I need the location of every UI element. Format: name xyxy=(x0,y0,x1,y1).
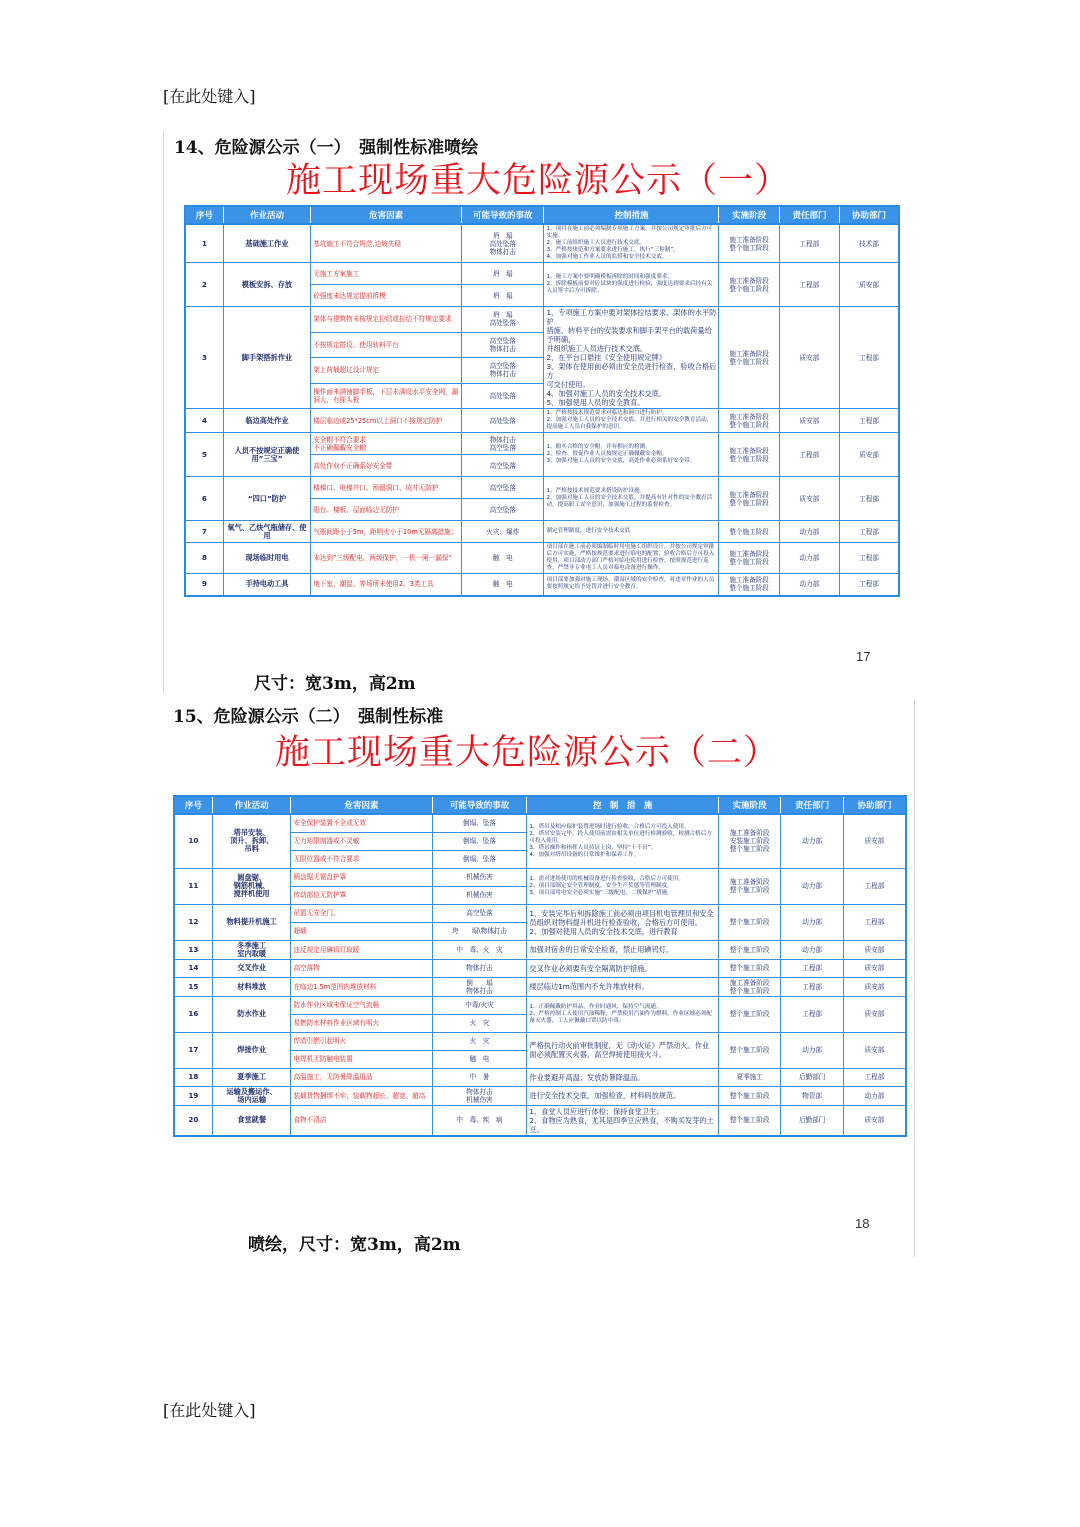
possible-accident: 触 电 xyxy=(432,1050,527,1068)
col-header: 控 制 措 施 xyxy=(527,796,719,814)
control-measures: 加强对宿舍的日常安全检查，禁止用碘钨灯。 xyxy=(527,940,719,959)
responsible-dept: 动力部 xyxy=(781,868,844,904)
implementation-stage: 施工准备阶段 整个施工阶段 xyxy=(719,477,779,521)
hazard-factor: 无施工方案施工 xyxy=(311,263,462,285)
col-header: 协助部门 xyxy=(840,206,899,224)
responsible-dept: 工程部 xyxy=(781,977,844,996)
row-number: 6 xyxy=(185,477,223,521)
responsible-dept: 动力部 xyxy=(779,521,839,543)
possible-accident: 物体打击 高空坠落 xyxy=(462,433,544,455)
col-header: 危害因素 xyxy=(311,206,462,224)
table-row xyxy=(174,940,906,959)
implementation-stage: 整个施工阶段 xyxy=(719,521,779,543)
work-activity: “四口”防护 xyxy=(223,477,310,521)
col-header: 序号 xyxy=(174,796,212,814)
table-row xyxy=(174,868,906,886)
hazard-factor: 砼强度未达规定提前拆模 xyxy=(311,285,462,307)
control-measures: 制定管理制度，进行安全技术交底 xyxy=(544,521,719,543)
control-measures: 1、正确佩戴防护用品，作业时通风，保持空气流通。 2、严格控制工人使用汽油稀释，严禁使用汽油作为燃料，作业区域必须配备灭火器，工人应佩戴口罩以防中毒。 xyxy=(527,996,719,1032)
possible-accident: 火 灾 xyxy=(432,1032,527,1050)
table-row xyxy=(185,307,899,333)
row-number: 20 xyxy=(174,1105,212,1136)
size-caption: 尺寸：宽3m，高2m xyxy=(254,674,416,694)
hazard-factor: 高温施工，无防暑降温用品 xyxy=(291,1068,432,1086)
responsible-dept: 质安部 xyxy=(779,409,839,433)
hazard-factor: 阳台、楼板、屋面临边无防护 xyxy=(311,499,462,521)
assisting-dept: 工程部 xyxy=(843,904,906,940)
hazard-factor: 架上荷载超过设计规定 xyxy=(311,358,462,384)
work-activity: 圆盘锯、 钢筋机械、 搅拌机使用 xyxy=(212,868,291,904)
hazard-table xyxy=(173,795,907,1137)
possible-accident: 倒塌、坠落 xyxy=(432,832,527,850)
col-header: 危害因素 xyxy=(291,796,432,814)
assisting-dept: 质安部 xyxy=(843,1032,906,1068)
section-heading: 14、危险源公示（一） 强制性标准喷绘 xyxy=(174,138,479,158)
control-measures: 作业要避开高温；发放防暑降温品。 xyxy=(527,1068,719,1086)
row-number: 3 xyxy=(185,307,223,409)
hazard-table xyxy=(184,205,900,597)
hazard-notice-panel-1 xyxy=(163,131,907,693)
size-caption: 喷绘，尺寸：宽3m，高2m xyxy=(248,1235,461,1255)
possible-accident: 坍 塌 xyxy=(462,285,544,307)
work-activity: 食堂就餐 xyxy=(212,1105,291,1136)
hazard-factor: 楼梯口、电梯井口、预留洞口、坑井无防护 xyxy=(311,477,462,499)
work-activity: 防水作业 xyxy=(212,996,291,1032)
control-measures: 1、施工方案中要明确模板拆除的时间和强度要求。 2、拆除模板前要对砼试块的强度进行检验，强度达到要求后经有关人员签字后方可拆除。 xyxy=(544,263,719,307)
work-activity: 物料提升机施工 xyxy=(212,904,291,940)
implementation-stage: 施工准备阶段 整个施工阶段 xyxy=(719,409,779,433)
table-body xyxy=(185,224,899,596)
work-activity: 基础施工作业 xyxy=(223,224,310,263)
page-number: 17 xyxy=(856,649,871,664)
responsible-dept: 动力部 xyxy=(781,814,844,868)
control-measures: 项目部在施工前必须编制临时用电施工组织设计，并按公司规定审批后方可实施，严格按规范要求进行临电的配置，验收合格后方可投入使用，项目部动力部门严格对临电使用进行检查，按照规范进行巡查，严禁非专业电工人员对临电设备进行操作。 xyxy=(544,543,719,574)
row-number: 14 xyxy=(174,959,212,977)
implementation-stage: 施工准备阶段 整个施工阶段 xyxy=(719,433,779,477)
possible-accident: 中毒/火灾 xyxy=(432,996,527,1014)
row-number: 17 xyxy=(174,1032,212,1068)
responsible-dept: 质安部 xyxy=(779,307,839,409)
control-measures: 1、塔吊及相应保护装置进场时进行验收，合格后方可投入使用。 2、塔吊安装完毕，投入使用前需由相关单位进行检测验收，检测合格后方可投入使用。 3、塔吊操作和指挥人员持证上岗，坚持“十不吊”。 4、加强对塔吊设备的日常维护和保养工作。 xyxy=(527,814,719,868)
implementation-stage: 施工准备阶段 整个施工阶段 xyxy=(719,224,779,263)
table-row xyxy=(185,477,899,499)
possible-accident: 坍 塌 高处坠落 物体打击 xyxy=(462,224,544,263)
possible-accident: 倒塌、坠落 xyxy=(432,814,527,832)
table-row xyxy=(174,1032,906,1050)
work-activity: 人员不按规定正确使用”三宝” xyxy=(223,433,310,477)
implementation-stage: 施工准备阶段 整个施工阶段 xyxy=(719,543,779,574)
work-activity: 脚手架搭拆作业 xyxy=(223,307,310,409)
implementation-stage: 施工准备阶段 安装施工阶段 整个施工阶段 xyxy=(718,814,781,868)
work-activity: 冬季施工 室内取暖 xyxy=(212,940,291,959)
control-measures: 1、严格按技术规范要求对临边和洞口进行防护。 2、加强对施工人员的安全技术交底，并进行相关的安全教育活动，提高施工人员自我保护的意识。 xyxy=(544,409,719,433)
hazard-factor: 楼层临边或25*25cm以上洞口不按规定防护 xyxy=(311,409,462,433)
hazard-factor: 安全帽不符合要求 不正确佩戴安全帽 xyxy=(311,433,462,455)
assisting-dept: 工程部 xyxy=(840,307,899,409)
possible-accident: 高处坠落 xyxy=(462,409,544,433)
hazard-factor: 易燃防水材料作业区域有明火 xyxy=(291,1014,432,1032)
table-row xyxy=(185,521,899,543)
col-header: 责任部门 xyxy=(779,206,839,224)
possible-accident: 火灾、爆炸 xyxy=(462,521,544,543)
possible-accident: 坍 塌 高处坠落 xyxy=(462,307,544,333)
responsible-dept: 动力部 xyxy=(779,574,839,596)
control-measures: 进行安全技术交底，加强检查，材料码放规范。 xyxy=(527,1086,719,1105)
col-header: 序号 xyxy=(185,206,223,224)
hazard-factor: 未达到”三级配电、两级保护，一机一闸一漏保” xyxy=(311,543,462,574)
row-number: 18 xyxy=(174,1068,212,1086)
row-number: 19 xyxy=(174,1086,212,1105)
possible-accident: 垮 塌\物体打击 xyxy=(432,922,527,940)
row-number: 9 xyxy=(185,574,223,596)
assisting-dept: 工程部 xyxy=(840,574,899,596)
row-number: 5 xyxy=(185,433,223,477)
hazard-factor: 高处作业不正确系好安全带 xyxy=(311,455,462,477)
assisting-dept: 质安部 xyxy=(840,263,899,307)
hazard-factor: 焊渣引燃引起明火 xyxy=(291,1032,432,1050)
responsible-dept: 工程部 xyxy=(779,263,839,307)
assisting-dept: 工程部 xyxy=(840,477,899,521)
implementation-stage: 整个施工阶段 xyxy=(718,940,781,959)
implementation-stage: 施工准备阶段 整个施工阶段 xyxy=(719,263,779,307)
table-row xyxy=(174,904,906,922)
table-row xyxy=(185,543,899,574)
table-row xyxy=(174,959,906,977)
section-heading: 15、危险源公示（二） 强制性标准 xyxy=(173,707,444,727)
col-header: 实施阶段 xyxy=(718,796,781,814)
hazard-factor: 超载 xyxy=(291,922,432,940)
work-activity: 临边高处作业 xyxy=(223,409,310,433)
hazard-factor: 气瓶间距小于5m，距明火小于10m无隔离措施； xyxy=(311,521,462,543)
possible-accident: 触 电 xyxy=(462,543,544,574)
possible-accident: 倒 塌 物体打击 xyxy=(432,977,527,996)
responsible-dept: 物资部 xyxy=(781,1086,844,1105)
control-measures: 1、项目在施工前必须编制专项施工方案，并按公司规定审批后方可实施。 2、施工前组织施工人员进行技术交底。 3、严格按规范和方案要求进行施工，执行“三检制”。 4、加强对施工作业人员的监督和安全技术交底。 xyxy=(544,224,719,263)
work-activity: 交叉作业 xyxy=(212,959,291,977)
control-measures: 交叉作业必须要有安全隔离防护措施。 xyxy=(527,959,719,977)
notice-title: 施工现场重大危险源公示（二） xyxy=(275,733,780,773)
implementation-stage: 施工准备阶段 整个施工阶段 xyxy=(719,307,779,409)
work-activity: 塔吊安装、 顶升、拆卸、 吊料 xyxy=(212,814,291,868)
possible-accident: 倒塌、坠落 xyxy=(432,850,527,868)
row-number: 15 xyxy=(174,977,212,996)
possible-accident: 中 暑 xyxy=(432,1068,527,1086)
possible-accident: 高空坠落 xyxy=(432,904,527,922)
hazard-factor: 地下室、潮湿、等场所未使用2、3类工具 xyxy=(311,574,462,596)
col-header: 责任部门 xyxy=(781,796,844,814)
hazard-factor: 不按规定搭设、使用转料平台 xyxy=(311,332,462,358)
hazard-factor: 无限位器或不符合要求 xyxy=(291,850,432,868)
control-measures: 楼层临边1m范围内不允许堆放材料。 xyxy=(527,977,719,996)
assisting-dept: 工程部 xyxy=(843,868,906,904)
responsible-dept: 工程部 xyxy=(779,224,839,263)
responsible-dept: 动力部 xyxy=(781,1032,844,1068)
col-header: 作业活动 xyxy=(212,796,291,814)
implementation-stage: 施工准备阶段 整个施工阶段 xyxy=(718,977,781,996)
table-row xyxy=(185,433,899,455)
control-measures: 项目部要加强对施工现场、潮湿区域的安全检查，对违章作业的人员要按照规定给予处罚并进行安全教育。 xyxy=(544,574,719,596)
hazard-factor: 安全保护装置不全或无效 xyxy=(291,814,432,832)
row-number: 16 xyxy=(174,996,212,1032)
col-header: 可能导致的事故 xyxy=(432,796,527,814)
row-number: 7 xyxy=(185,521,223,543)
assisting-dept: 质安部 xyxy=(843,1105,906,1136)
assisting-dept: 技术部 xyxy=(840,224,899,263)
table-body xyxy=(174,814,906,1136)
control-measures: 1、专项施工方案中要对架体拉结要求、架体的水平防护 措施、转料平台的安装要求和脚手架平台的载荷量给予明确， 并组织施工人员进行技术交底。 2、在平台口悬挂《安全使用规定牌》 3、架体在使用前必须由安全员进行检查，验收合格后方 可交付使用。 4、加强对施工人员的安全技术交底。 5、加强使用人员的安全教育。 xyxy=(544,307,719,409)
implementation-stage: 施工准备阶段 整个施工阶段 xyxy=(719,574,779,596)
possible-accident: 触 电 xyxy=(462,574,544,596)
col-header: 实施阶段 xyxy=(719,206,779,224)
hazard-factor: 吊篮无安全门。 xyxy=(291,904,432,922)
table-row xyxy=(185,574,899,596)
table-row xyxy=(174,1105,906,1136)
table-row xyxy=(174,1086,906,1105)
responsible-dept: 质安部 xyxy=(779,477,839,521)
possible-accident: 机械伤害 xyxy=(432,868,527,886)
page-header-placeholder[interactable]: [在此处键入] xyxy=(163,87,256,106)
table-row xyxy=(185,263,899,285)
hazard-factor: 食物不清洁 xyxy=(291,1105,432,1136)
responsible-dept: 工程部 xyxy=(779,433,839,477)
work-activity: 夏季施工 xyxy=(212,1068,291,1086)
responsible-dept: 工程部 xyxy=(781,959,844,977)
possible-accident: 火 灾 xyxy=(432,1014,527,1032)
possible-accident: 机械伤害 xyxy=(432,886,527,904)
possible-accident: 坍 塌 xyxy=(462,263,544,285)
implementation-stage: 整个施工阶段 xyxy=(718,1086,781,1105)
hazard-factor: 圆盘锯无锯盘护罩 xyxy=(291,868,432,886)
row-number: 12 xyxy=(174,904,212,940)
page-number: 18 xyxy=(855,1216,870,1231)
notice-title: 施工现场重大危险源公示（一） xyxy=(286,161,791,201)
col-header: 控制措施 xyxy=(544,206,719,224)
assisting-dept: 质安部 xyxy=(840,433,899,477)
table-row xyxy=(174,1068,906,1086)
hazard-factor: 违反规定用碘钨灯取暖 xyxy=(291,940,432,959)
implementation-stage: 施工准备阶段 整个施工阶段 xyxy=(718,868,781,904)
work-activity: 材料堆放 xyxy=(212,977,291,996)
assisting-dept: 质安部 xyxy=(843,977,906,996)
responsible-dept: 动力部 xyxy=(779,543,839,574)
assisting-dept: 动力部 xyxy=(843,1086,906,1105)
work-activity: 手持电动工具 xyxy=(223,574,310,596)
possible-accident: 高空坠落 xyxy=(462,477,544,499)
possible-accident: 高处坠落 xyxy=(462,383,544,409)
table-header-row xyxy=(174,796,906,814)
work-activity: 氧气、乙炔气瓶储存、使用 xyxy=(223,521,310,543)
hazard-factor: 操作面未满铺脚手板，下层未满设水平安全网，漏洞大，有探头板 xyxy=(311,383,462,409)
table-row xyxy=(185,224,899,263)
row-number: 8 xyxy=(185,543,223,574)
table-row xyxy=(174,977,906,996)
assisting-dept: 质安部 xyxy=(843,959,906,977)
work-activity: 运输及搬运作、 场内运输 xyxy=(212,1086,291,1105)
col-header: 作业活动 xyxy=(223,206,310,224)
implementation-stage: 夏季施工 xyxy=(718,1068,781,1086)
possible-accident: 物体打击 机械伤害 xyxy=(432,1086,527,1105)
hazard-factor: 装载货物捆绑不牢；装载物超长、超宽、超高 xyxy=(291,1086,432,1105)
responsible-dept: 工程部 xyxy=(781,996,844,1032)
hazard-notice-panel-2 xyxy=(163,700,915,1257)
possible-accident: 中 毒、火 灾 xyxy=(432,940,527,959)
assisting-dept: 工程部 xyxy=(840,521,899,543)
assisting-dept: 工程部 xyxy=(840,409,899,433)
work-activity: 现场临时用电 xyxy=(223,543,310,574)
implementation-stage: 整个施工阶段 xyxy=(718,1105,781,1136)
hazard-factor: 架体与建筑物未按规定拉结或拉结不符规定要求 xyxy=(311,307,462,333)
possible-accident: 高空坠落 xyxy=(462,499,544,521)
page-footer-placeholder[interactable]: [在此处键入] xyxy=(163,1401,256,1420)
responsible-dept: 动力部 xyxy=(781,904,844,940)
hazard-factor: 无力矩限制器或不灵敏 xyxy=(291,832,432,850)
control-measures: 1、需对进场使用的机械设备进行检查验收，合格后方可使用。 2、项目部制定安全管理制度，安全生产奖惩等管理制度。 3、项目部用电安全必须实施“三级配电、二级保护”措施。 xyxy=(527,868,719,904)
table-row xyxy=(185,409,899,433)
table-header-row xyxy=(185,206,899,224)
assisting-dept: 质安部 xyxy=(843,940,906,959)
responsible-dept: 动力部 xyxy=(781,940,844,959)
possible-accident: 物体打击 xyxy=(432,959,527,977)
col-header: 可能导致的事故 xyxy=(462,206,544,224)
row-number: 13 xyxy=(174,940,212,959)
assisting-dept: 工程部 xyxy=(840,543,899,574)
table-row xyxy=(174,814,906,832)
hazard-factor: 防水作业区域未保证空气流畅 xyxy=(291,996,432,1014)
row-number: 11 xyxy=(174,868,212,904)
control-measures: 1、安装完毕后和拆除施工前必须由项目机电管理员和安全员组织对物料提升机进行检查验收，合格后方可使用。 2、加强对使用人员的安全技术交底，进行教育 xyxy=(527,904,719,940)
control-measures: 严格执行动火前审批制度，无《动火证》严禁动火。作业面必须配置灭火器，高空焊接使用接火斗。 xyxy=(527,1032,719,1068)
row-number: 1 xyxy=(185,224,223,263)
col-header: 协助部门 xyxy=(843,796,906,814)
implementation-stage: 整个施工阶段 xyxy=(718,996,781,1032)
row-number: 10 xyxy=(174,814,212,868)
hazard-factor: 传动部位无防护罩 xyxy=(291,886,432,904)
work-activity: 焊接作业 xyxy=(212,1032,291,1068)
implementation-stage: 整个施工阶段 xyxy=(718,959,781,977)
control-measures: 1、严格按技术规范要求搭设防护设施。 2、加强对施工人员的安全技术交底，并提高有针对性的安全教育活动，提高职工安全意识，加强施工过程的监督检查。 xyxy=(544,477,719,521)
possible-accident: 高空坠落 xyxy=(462,455,544,477)
possible-accident: 中 毒、疾 病 xyxy=(432,1105,527,1136)
hazard-factor: 基坑施工不符合规范,边坡失稳 xyxy=(311,224,462,263)
row-number: 2 xyxy=(185,263,223,307)
assisting-dept: 工程部 xyxy=(843,1068,906,1086)
assisting-dept: 质安部 xyxy=(843,996,906,1032)
control-measures: 1、购买合格的安全帽，并有相应的检测。 2、检查、督促作业人员按规定正确佩戴安全帽。 3、加强对施工人员的安全交底，高处作业必须系好安全带。 xyxy=(544,433,719,477)
hazard-factor: 在临边1.5m范围内堆放材料 xyxy=(291,977,432,996)
possible-accident: 高空坠落 物体打击 xyxy=(462,358,544,384)
responsible-dept: 后勤部门 xyxy=(781,1105,844,1136)
control-measures: 1、食堂人员应进行体检；保持食堂卫生； 2、食物应为熟食，尤其是四季豆应熟食，不购买发芽的土豆。 xyxy=(527,1105,719,1136)
hazard-factor: 高空落物 xyxy=(291,959,432,977)
implementation-stage: 整个施工阶段 xyxy=(718,1032,781,1068)
row-number: 4 xyxy=(185,409,223,433)
possible-accident: 高空坠落 物体打击 xyxy=(462,332,544,358)
assisting-dept: 质安部 xyxy=(843,814,906,868)
table-row xyxy=(174,996,906,1014)
hazard-factor: 电焊机无防触电装置 xyxy=(291,1050,432,1068)
responsible-dept: 后勤部门 xyxy=(781,1068,844,1086)
work-activity: 模板安拆、存放 xyxy=(223,263,310,307)
implementation-stage: 整个施工阶段 xyxy=(718,904,781,940)
